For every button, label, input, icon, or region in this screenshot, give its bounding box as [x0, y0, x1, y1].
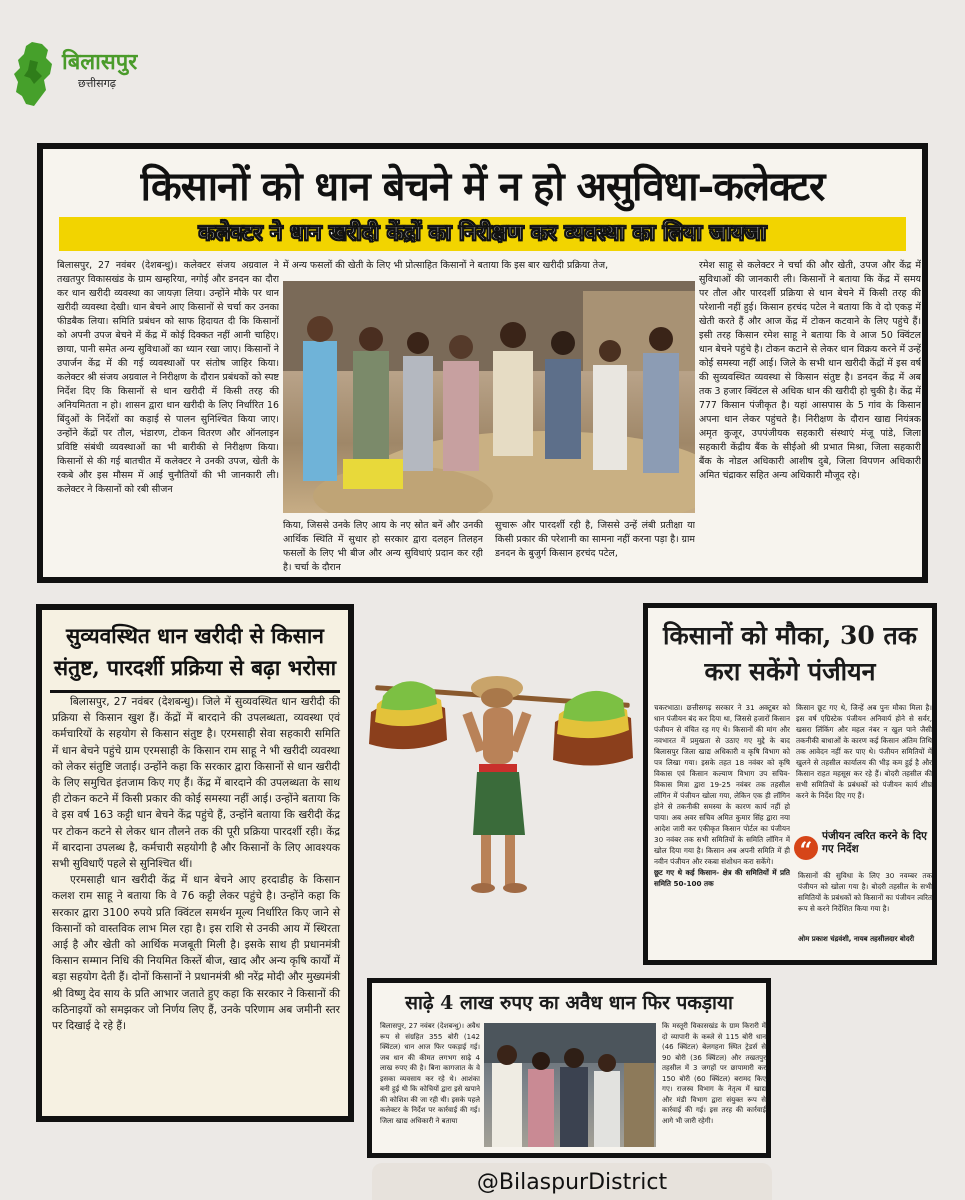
- article-collector-inspection: [37, 143, 928, 583]
- quote-attribution: ओम प्रकाश चंद्रवंशी, नायब तहसीलदार बोदरी: [798, 935, 915, 943]
- inspection-photo: [283, 281, 695, 513]
- state-name: छत्तीसगढ़: [78, 77, 116, 90]
- article1-column-3: रमेश साहू से कलेक्टर ने चर्चा की और खेती, उपज और केंद्र में सुविधाओं की जानकारी ली। किसानों ने बताया कि केंद्र में समय पर तौल और पारदर्शी प्रक्रिया से धान बेचने में किसी तरह की परेशानी नहीं हुई। किसान हरचंद पटेल ने बताया कि वे दो एकड़ में खेती करते हैं और आज केंद्र में टोकन कटवाने के लिए पहुंचे हैं। इसी तरह किसान रमेश साहू ने बताया कि वे आज 50 क्विंटल धान बेचने पहुंचे है। टोकन कटाने से लेकर धान विक्रय करने में उन्हें कोई समस्या नहीं आई। जिले के सभी धान खरीदी केंद्रों में इस वर्ष की सुव्यवस्थित व्यवस्था से किसान संतुष्ट है। डनदन केंद्र में अब तक 3 हजार क्विंटल से अधिक धान की खरीदी हो चुकी है। केंद्र में 777 किसान पंजीकृत है। यहां आसपास के 5 गांव के किसान अपना धान लेकर पहुंचते है। निरीक्षण के दौरान खाद्य नियंत्रक अमृत कुजूर, उपपंजीयक सहकारी संस्थाएं मंजू पांडे, जिला सहकारी केंद्रीय बैंक के सीईओ श्री प्रभात मिश्रा, जिला सहकारी बैंक के नोडल अधिकारी आशीष दुबे, जिला विपणन अधिकारी अमित चंद्राकर सहित अन्य अधिकारी मौजूद रहे।: [699, 260, 921, 481]
- quote-title: पंजीयन त्वरित करने के दिए गए निर्देश: [822, 830, 927, 855]
- article2-paragraph-1: बिलासपुर, 27 नवंबर (देशबन्धु)। जिले में सुव्यवस्थित धान खरीदी की प्रक्रिया से किसान खुश हैं। केंद्रों में बारदाने की उपलब्धता, व्यवस्था एवं कर्मचारियों के सहयोग से किसान संतुष्ट है। एरमसाही सेवा सहकारी समिति में धान बेचने पहुंचे ग्राम एरमसाही के किसान राम साहू ने भी खरीदी व्यवस्था को लेकर संतुष्टि जताई। उन्होंने कहा कि सरकार द्वारा किसानों से धान खरीदी के लिए समुचित इंतजाम किए गए हैं। केंद्र में बारदाने की उपलब्धता के साथ ही टोकन कटने में किसी प्रकार की कोई समस्या नहीं आई। उन्होंने बताया कि वे इस वर्ष 163 कट्टी धान बेचने केंद्र पहुंचे हैं, उन्होंने बताया कि खरीदी केंद्र पर टोकन कटने से लेकर धान तौलने तक की पूरी प्रक्रिया पारदर्शी रही। केंद्र में बारदाना उपलब्ध है, कर्मचारी सहयोगी है और किसानों के लिए आवश्यक सभी सुविधाएँ पहले से सुनिश्चित थीं।: [52, 696, 340, 871]
- quote-text: किसानों की सुविधा के लिए 30 नवम्बर तक पंजीयन को खोला गया है। बोदरी तहसील के सभी समितियों के प्रबंधकों को किसानों का पंजीयन त्वरित रूप से करने निर्देशित किया गया है।: [798, 871, 932, 913]
- article4-column-2: कि मस्तूरी विकासखंड के ग्राम किरारी में दो व्यापारी के कब्जे से 115 बोरी धान (46 क्विंटल) बेलगहना स्थित ट्रेडर्स से 90 बोरी (36 क्विंटल) और तखतपुर तहसील में 3 जगहों पर छापामारी कर 150 बोरी (60 क्विंटल) बरामद किए गए। राजस्व विभाग के नेतृत्व में खाद्य और मंडी विभाग द्वारा संयुक्त रूप से कार्रवाई की गई। इस तरह की कार्रवाई आगे भी जारी रहेगी।: [662, 1022, 766, 1125]
- article1-column-2-bottom-right: सुचारू और पारदर्शी रही है, जिससे उन्हें लंबी प्रतीक्षा या किसी प्रकार की परेशानी का सामना नहीं करना पड़ा है। ग्राम डनदन के बुजुर्ग किसान हरचंद पटेल,: [495, 520, 695, 559]
- article1-column-1: बिलासपुर, 27 नवंबर (देशबन्धु)। कलेक्टर संजय अग्रवाल ने तखतपुर विकासखंड के ग्राम खम्हरिया, नगोई और डनदन का दौरा कर धान खरीदी व्यवस्था का जायज़ा लिया। उन्होंने मौके पर धान खरीदी व्यवस्था देखी। धान बेचने आए किसानों से चर्चा कर उनका फीडबैक लिया। समिति प्रबंधन को साफ हिदायत दी कि किसानों को अपनी उपज बेचने में केंद्र में कोई दिक्कत नहीं आनी चाहिए। छाया, पानी समेत अन्य सुविधाओं का ध्यान रखा जाए। किसानों ने उपार्जन केंद्र में की गई व्यवस्थाओं पर संतोष जाहिर किया। कलेक्टर श्री संजय अग्रवाल ने निरीक्षण के दौरान प्रबंधकों को स्पष्ट निर्देश दिए कि किसानों से धान खरीदी में किसी तरह की अनियमितता न हो। शासन द्वारा धान खरीदी के लिए निर्धारित 16 बिंदुओं के निर्देशों का कड़ाई से पालन सुनिश्चित किया जाए। उन्होंने केंद्रों पर तौल, भंडारण, टोकन वितरण और ऑनलाइन प्रविष्टि संबंधी व्यवस्थाओं का भी बारीकी से निरीक्षण किया। किसानों से की गई बातचीत में कलेक्टर ने उनकी उपज, खेती के रकबे और इस मौसम में आई चुनौतियों की भी जानकारी ली। कलेक्टर ने किसानों को रबी सीजन: [57, 260, 279, 495]
- article4-headline: साढ़े 4 लाख रुपए का अवैध धान फिर पकड़ाया: [405, 992, 733, 1014]
- article4-column-1: बिलासपुर, 27 नवंबर (देशबन्धु)। अवैध रूप से संग्रहित 355 बोरी (142 क्विंटल) धान आज फिर पकड़ाई गई। जब धान की कीमत लगभग साढ़े 4 लाख रुपए की है। बिना कागजात के वे इसका व्यवसाय कर रहे थे। आशंका बनी हुई थी कि कोचियों द्वारा इसे खपाने की कोशिश की जा रही थी। इसके पहले कलेक्टर के निर्देश पर कार्रवाई की गई। जिला खाद्य अधिकारी ने बताया: [380, 1022, 480, 1125]
- article1-column-2-bottom-left: किया, जिससे उनके लिए आय के नए स्रोत बनें और उनकी आर्थिक स्थिति में सुधार हो सरकार द्वारा दलहन तिलहन फसलों के लिए भी बीज और अन्य सुविधाएं प्रदान कर रही है। चर्चा के दौरान: [283, 520, 483, 573]
- article1-subheadline: कलेक्टर ने धान खरीदी केंद्रों का निरीक्षण कर व्यवस्था का लिया जायजा: [59, 217, 906, 251]
- seizure-photo: [484, 1023, 656, 1147]
- quote-icon: “: [794, 836, 818, 860]
- article2-body: [52, 694, 340, 1034]
- social-handle: @BilaspurDistrict: [372, 1163, 772, 1200]
- district-name: बिलासपुर: [62, 50, 138, 75]
- article-illegal-paddy-seized: [367, 978, 771, 1158]
- article3-column-1-text: चकरभाठा। छत्तीसगढ़ सरकार ने 31 अक्टूबर को धान पंजीयन बंद कर दिया था, जिससे हजारों किसान पंजीयन से वंचित रह गए थे। किसानों की मांग और नवभारत में प्रमुखता से उठाए गए मुद्दे के बाद बिलासपुर जिला खाद्य अधिकारी व कृषि विभाग को पत्र लिखा गया। इसके तहत 18 नवंबर को कृषि विकास एवं किसान कल्याण विभाग उप सचिव- विकास मित्रा द्वारा 19-25 नवंबर तक तहसील लॉगिन में पंजीयन खोला गया, लेकिन एक ही लॉगिन होने से तकनीकी समस्या के कारण कार्य नहीं हो पाया। अब अवर सचिव अमित कुमार सिंह द्वारा नया आदेश जारी कर एकीकृत किसान पोर्टल का पंजीयन 30 नवंबर तक सभी समितियों के समिति लॉगिन में खोल दिया गया है। किसान अब अपनी समिति में ही नवीन पंजीयन और रकबा संशोधन करा सकेंगे।: [654, 703, 790, 866]
- officer-quote-box: [798, 828, 934, 958]
- article1-column-2-top: में अन्य फसलों की खेती के लिए भी प्रोत्साहित किसानों ने बताया कि इस बार खरीदी प्रक्रिया तेज,: [283, 260, 609, 271]
- article3-headline: किसानों को मौका, 30 तक करा सकेंगे पंजीयन: [663, 621, 917, 686]
- district-logo: [12, 40, 142, 110]
- divider: [50, 690, 340, 693]
- article2-paragraph-2: एरमसाही धान खरीदी केंद्र में धान बेचने आए हरदाडीह के किसान कलश राम साहू ने बताया कि वे 76 कट्टी लेकर पहुंचे है। उन्होंने कहा कि सरकार द्वारा 3100 रुपये प्रति क्विंटल समर्थन मूल्य निर्धारित किए जाने से किसानों को वास्तविक लाभ मिल रहा है। इस राशि से उनकी आय में स्थिरता आई है और खेती को आर्थिक मजबूती मिली है। इसके साथ ही प्रधानमंत्री किसान सम्मान निधि की नियमित किस्तें बीज, खाद और अन्य कृषि कार्यों में बड़ा सहयोग देती हैं। दोनों किसानों ने प्रधानमंत्री श्री नरेंद्र मोदी और मुख्यमंत्री श्री विष्णु देव साय के प्रति आभार जताते हुए कहा कि सरकार ने किसानों की कठिनाइयों को समझकर जो निर्णय लिए हैं, उनके परिणाम अब जमीनी स्तर पर दिखाई दे रहे हैं।: [52, 874, 340, 1033]
- article-farmers-satisfied: [36, 604, 354, 1122]
- article1-headline: किसानों को धान बेचने में न हो असुविधा-कलेक्टर: [140, 163, 825, 210]
- chhattisgarh-map-icon: [12, 40, 56, 108]
- article2-headline: सुव्यवस्थित धान खरीदी से किसान संतुष्ट, पारदर्शी प्रक्रिया से बढ़ा भरोसा: [53, 623, 337, 680]
- article3-column-2: किसान छूट गए थे, जिन्हें अब पुनः मौका मिला है। इस वर्ष एग्रिस्टेक पंजीयन अनिवार्य होने से सर्वर, खसरा लिंकिंग और महल नंबर न खुल पाने जैसी तकनीकी बाधाओं के कारण कई किसान अंतिम तिथि तक आवेदन नहीं कर पाए थे। पंजीयन समितियों में खुलने से तहसील कार्यालय की भीड़ कम हुई है और किसान राहत महसूस कर रहे हैं। बोदरी तहसील की सभी समितियों के प्रबंधकों को पंजीयन कार्य शीघ्र करने के निर्देश दिए गए हैं।: [796, 703, 932, 800]
- farmer-carrying-paddy-illustration: [365, 660, 640, 905]
- article-registration-extended: [643, 603, 937, 965]
- article3-column-1: [654, 702, 790, 956]
- article3-column-1-subhead: छूट गए थे कई किसान- क्षेत्र की समितियों में प्रति समिति 50-100 तक: [654, 868, 790, 888]
